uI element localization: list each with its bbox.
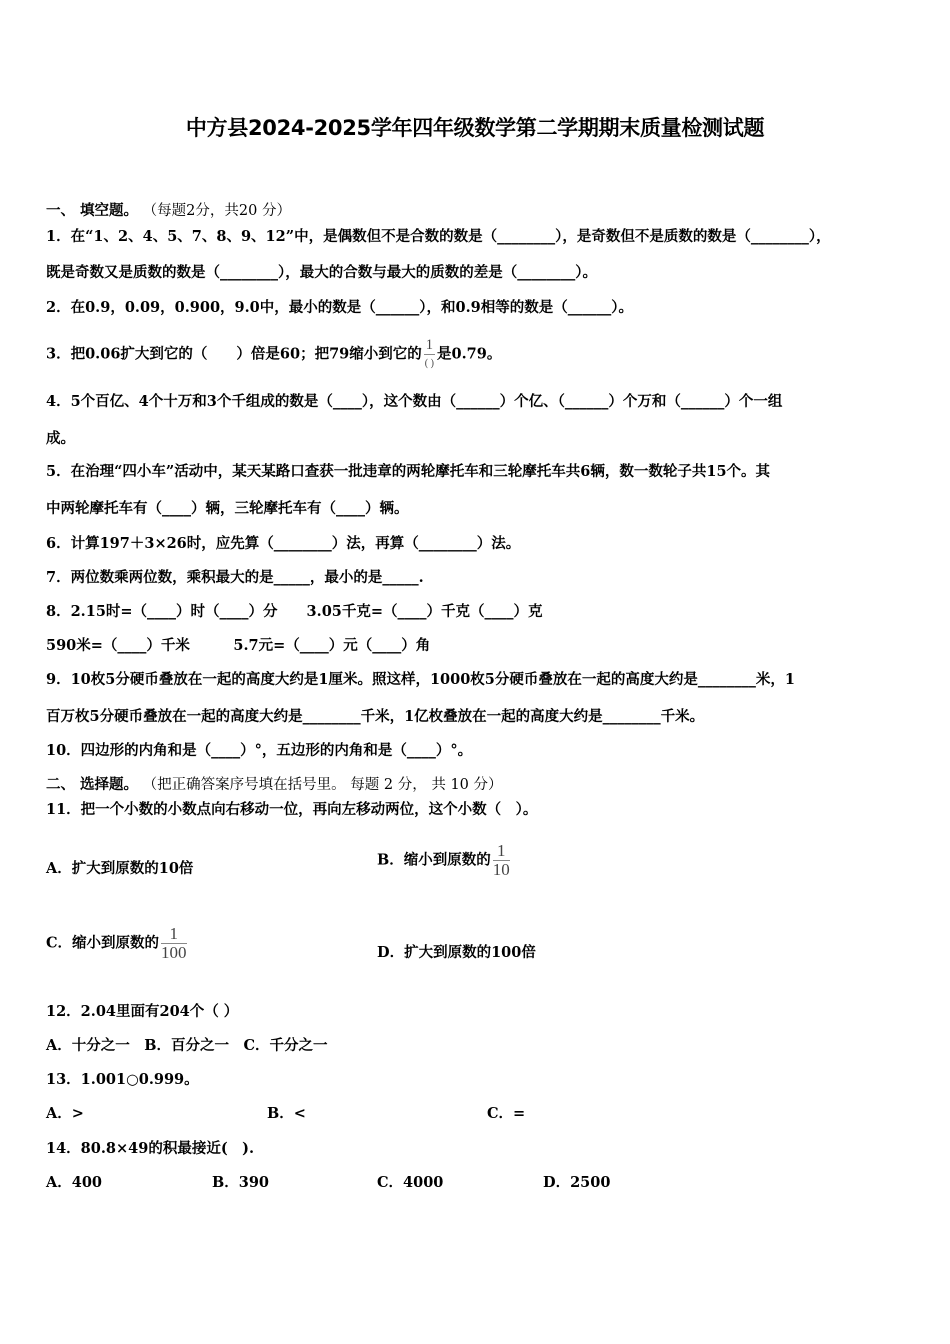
- option-b-text: B．缩小到原数的: [377, 851, 491, 869]
- question-11-option-c: [46, 925, 189, 962]
- option-c-fraction: [161, 925, 187, 962]
- question-12-options: A．十分之一 B．百分之一 C．千分之一: [46, 1037, 328, 1054]
- option-c-text: C．缩小到原数的: [46, 934, 160, 952]
- question-4-line-2: 成。: [46, 430, 75, 447]
- question-13-option-a: A．>: [46, 1105, 84, 1122]
- question-11-option-b: [377, 842, 512, 879]
- question-7: 7．两位数乘两位数，乘积最大的是_____，最小的是_____.: [46, 569, 424, 586]
- page-title: 中方县2024-2025学年四年级数学第二学期期末质量检测试题: [185, 116, 765, 140]
- fraction-denominator: 10: [492, 860, 510, 879]
- question-13-stem: 13．1.001○0.999。: [46, 1071, 199, 1088]
- fraction-denominator: 100: [161, 943, 187, 962]
- section-2-note: （把正确答案序号填在括号里。 每题 2 分， 共 10 分）: [142, 777, 503, 793]
- question-9-line-1: 9．10枚5分硬币叠放在一起的高度大约是1厘米。照这样，1000枚5分硬币叠放在一起的高度大约是________米，1: [46, 671, 795, 688]
- fraction-numerator: 1: [161, 925, 187, 944]
- fraction-denominator: ( ): [424, 358, 434, 369]
- question-13-option-c: C．=: [487, 1105, 526, 1122]
- option-b-fraction: [493, 842, 510, 879]
- question-14-stem: 14．80.8×49的积最接近( ).: [46, 1140, 255, 1157]
- question-1-line-1: 1．在“1、2、4、5、7、8、9、12”中，是偶数但不是合数的数是（________），是奇数但不是质数的数是（________），: [46, 228, 831, 245]
- question-11-option-d: D．扩大到原数的100倍: [377, 944, 536, 961]
- question-5-line-2: 中两轮摩托车有（____）辆，三轮摩托车有（____）辆。: [46, 500, 409, 517]
- question-14-option-d: D．2500: [543, 1174, 611, 1191]
- question-5-line-1: 5．在治理“四小车”活动中，某天某路口查获一批违章的两轮摩托车和三轮摩托车共6辆，数一数轮子共15个。其: [46, 463, 771, 480]
- question-8-line-1: 8．2.15时=（____）时（____）分 3.05千克=（____）千克（____）克: [46, 603, 543, 620]
- question-14-option-b: B．390: [212, 1174, 270, 1191]
- question-4-line-1: 4．5个百亿、4个十万和3个千组成的数是（____），这个数由（______）个亿、（______）个万和（______）个一组: [46, 393, 783, 410]
- fraction-numerator: 1: [493, 842, 510, 861]
- question-10: 10．四边形的内角和是（____）°，五边形的内角和是（____）°。: [46, 742, 473, 759]
- question-14-option-c: C．4000: [377, 1174, 444, 1191]
- section-1-title: 一、 填空题。: [46, 202, 139, 219]
- question-14-option-a: A．400: [46, 1174, 103, 1191]
- question-1-line-2: 既是奇数又是质数的数是（________），最大的合数与最大的质数的差是（________）。: [46, 264, 597, 281]
- question-3: [46, 336, 501, 373]
- question-11-option-a: A．扩大到原数的10倍: [46, 860, 194, 877]
- question-6: 6．计算197＋3×26时，应先算（________）法，再算（________）法。: [46, 535, 521, 552]
- fraction-numerator: 1: [425, 337, 434, 353]
- question-2: 2．在0.9，0.09，0.900，9.0中，最小的数是（______），和0.9相等的数是（______）。: [46, 299, 633, 316]
- section-2-title: 二、 选择题。: [46, 776, 139, 793]
- question-3-before: 3．把0.06扩大到它的（ ）倍是60；把79缩小到它的: [46, 345, 422, 363]
- question-3-after: 是0.79。: [437, 345, 502, 363]
- section-2-heading: [46, 776, 503, 794]
- question-13-option-b: B．<: [267, 1105, 306, 1122]
- question-11-stem: 11．把一个小数的小数点向右移动一位，再向左移动两位，这个小数（ ）。: [46, 801, 538, 818]
- question-12-stem: 12．2.04里面有204个（ ）: [46, 1003, 239, 1020]
- section-1-note: （每题2分，共20 分）: [142, 203, 291, 219]
- section-1-heading: [46, 202, 291, 220]
- question-8-line-2: 590米=（____）千米 5.7元=（____）元（____）角: [46, 637, 431, 654]
- question-9-line-2: 百万枚5分硬币叠放在一起的高度大约是________千米，1亿枚叠放在一起的高度大约是________千米。: [46, 708, 705, 725]
- question-3-fraction: [424, 336, 435, 373]
